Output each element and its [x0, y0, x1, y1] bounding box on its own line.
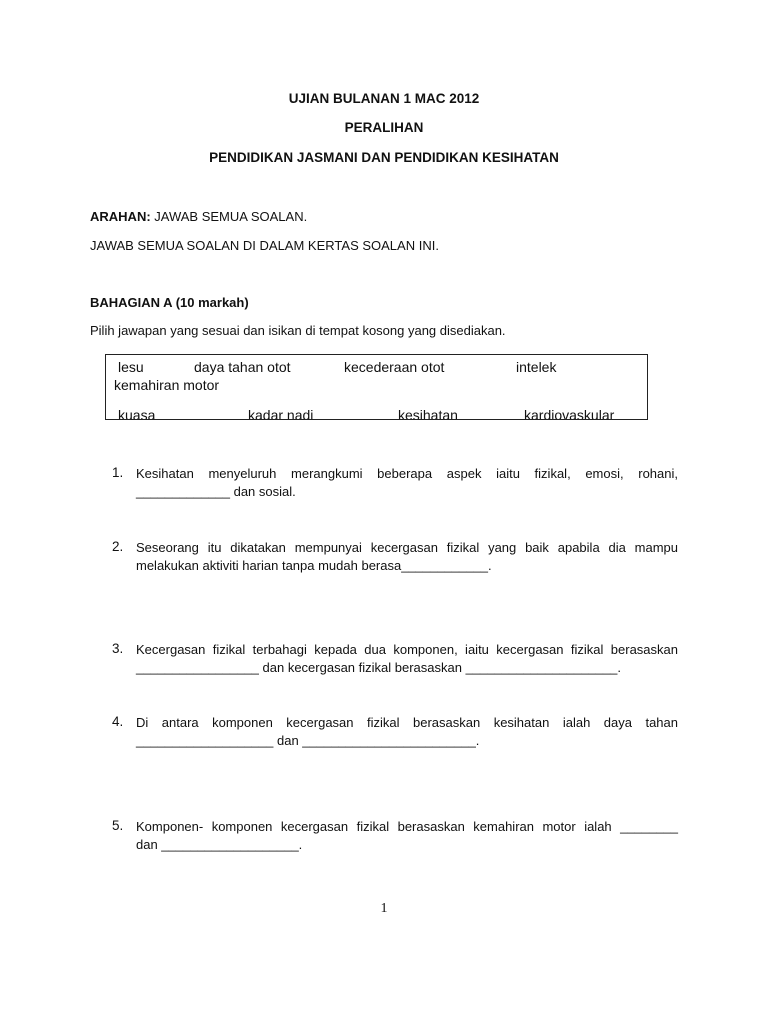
- question-line: _________________ dan kecergasan fizikal berasaskan _____________________.: [136, 660, 622, 675]
- question-line: ___________________ dan ________________________.: [136, 733, 480, 748]
- question-line: melakukan aktiviti harian tanpa mudah berasa____________.: [136, 558, 492, 573]
- word-bank-box: [105, 354, 648, 420]
- instruction-line-2: JAWAB SEMUA SOALAN DI DALAM KERTAS SOALAN INI.: [90, 238, 439, 253]
- question-number: 3.: [112, 641, 124, 656]
- question-text: [136, 714, 678, 750]
- word-bank-item: intelek: [516, 359, 557, 375]
- arahan-label: ARAHAN:: [90, 209, 151, 224]
- question-number: 5.: [112, 818, 124, 833]
- question-line: dan ___________________.: [136, 837, 303, 852]
- question-line: _____________ dan sosial.: [136, 484, 296, 499]
- exam-subject: PENDIDIKAN JASMANI DAN PENDIDIKAN KESIHATAN: [209, 150, 559, 165]
- word-bank-item: daya tahan otot: [194, 359, 291, 375]
- word-bank-item: kadar nadi: [248, 407, 314, 420]
- word-bank-item: kuasa: [118, 407, 156, 420]
- arahan-text: JAWAB SEMUA SOALAN.: [150, 209, 308, 224]
- question-text: [136, 818, 678, 854]
- exam-title: UJIAN BULANAN 1 MAC 2012: [288, 91, 480, 106]
- instruction-arahan: [90, 209, 307, 224]
- question-number: 4.: [112, 714, 124, 729]
- question-line: Seseorang itu dikatakan mempunyai kecergasan fizikal yang baik apabila dia mampu: [136, 540, 678, 555]
- question-line: Di antara komponen kecergasan fizikal berasaskan kesihatan ialah daya tahan: [136, 715, 678, 730]
- exam-level: PERALIHAN: [344, 120, 424, 135]
- word-bank-item: kemahiran motor: [114, 377, 220, 393]
- word-bank-item: kesihatan: [398, 407, 458, 420]
- question-text: [136, 641, 678, 677]
- question-number: 2.: [112, 539, 124, 554]
- section-title: BAHAGIAN A (10 markah): [90, 295, 249, 310]
- section-instruction: Pilih jawapan yang sesuai dan isikan di tempat kosong yang disediakan.: [90, 323, 506, 338]
- word-bank-item: kecederaan otot: [344, 359, 445, 375]
- page-number: 1: [380, 901, 388, 916]
- question-text: [136, 539, 678, 575]
- question-line: Kesihatan menyeluruh merangkumi beberapa aspek iaitu fizikal, emosi, rohani,: [136, 466, 678, 481]
- question-line: Kecergasan fizikal terbahagi kepada dua komponen, iaitu kecergasan fizikal berasaskan: [136, 642, 678, 657]
- question-number: 1.: [112, 465, 124, 480]
- word-bank-item: kardiovaskular: [524, 407, 615, 420]
- word-bank-item: lesu: [118, 359, 144, 375]
- question-line: Komponen- komponen kecergasan fizikal berasaskan kemahiran motor ialah ________: [136, 819, 678, 834]
- question-text: [136, 465, 678, 501]
